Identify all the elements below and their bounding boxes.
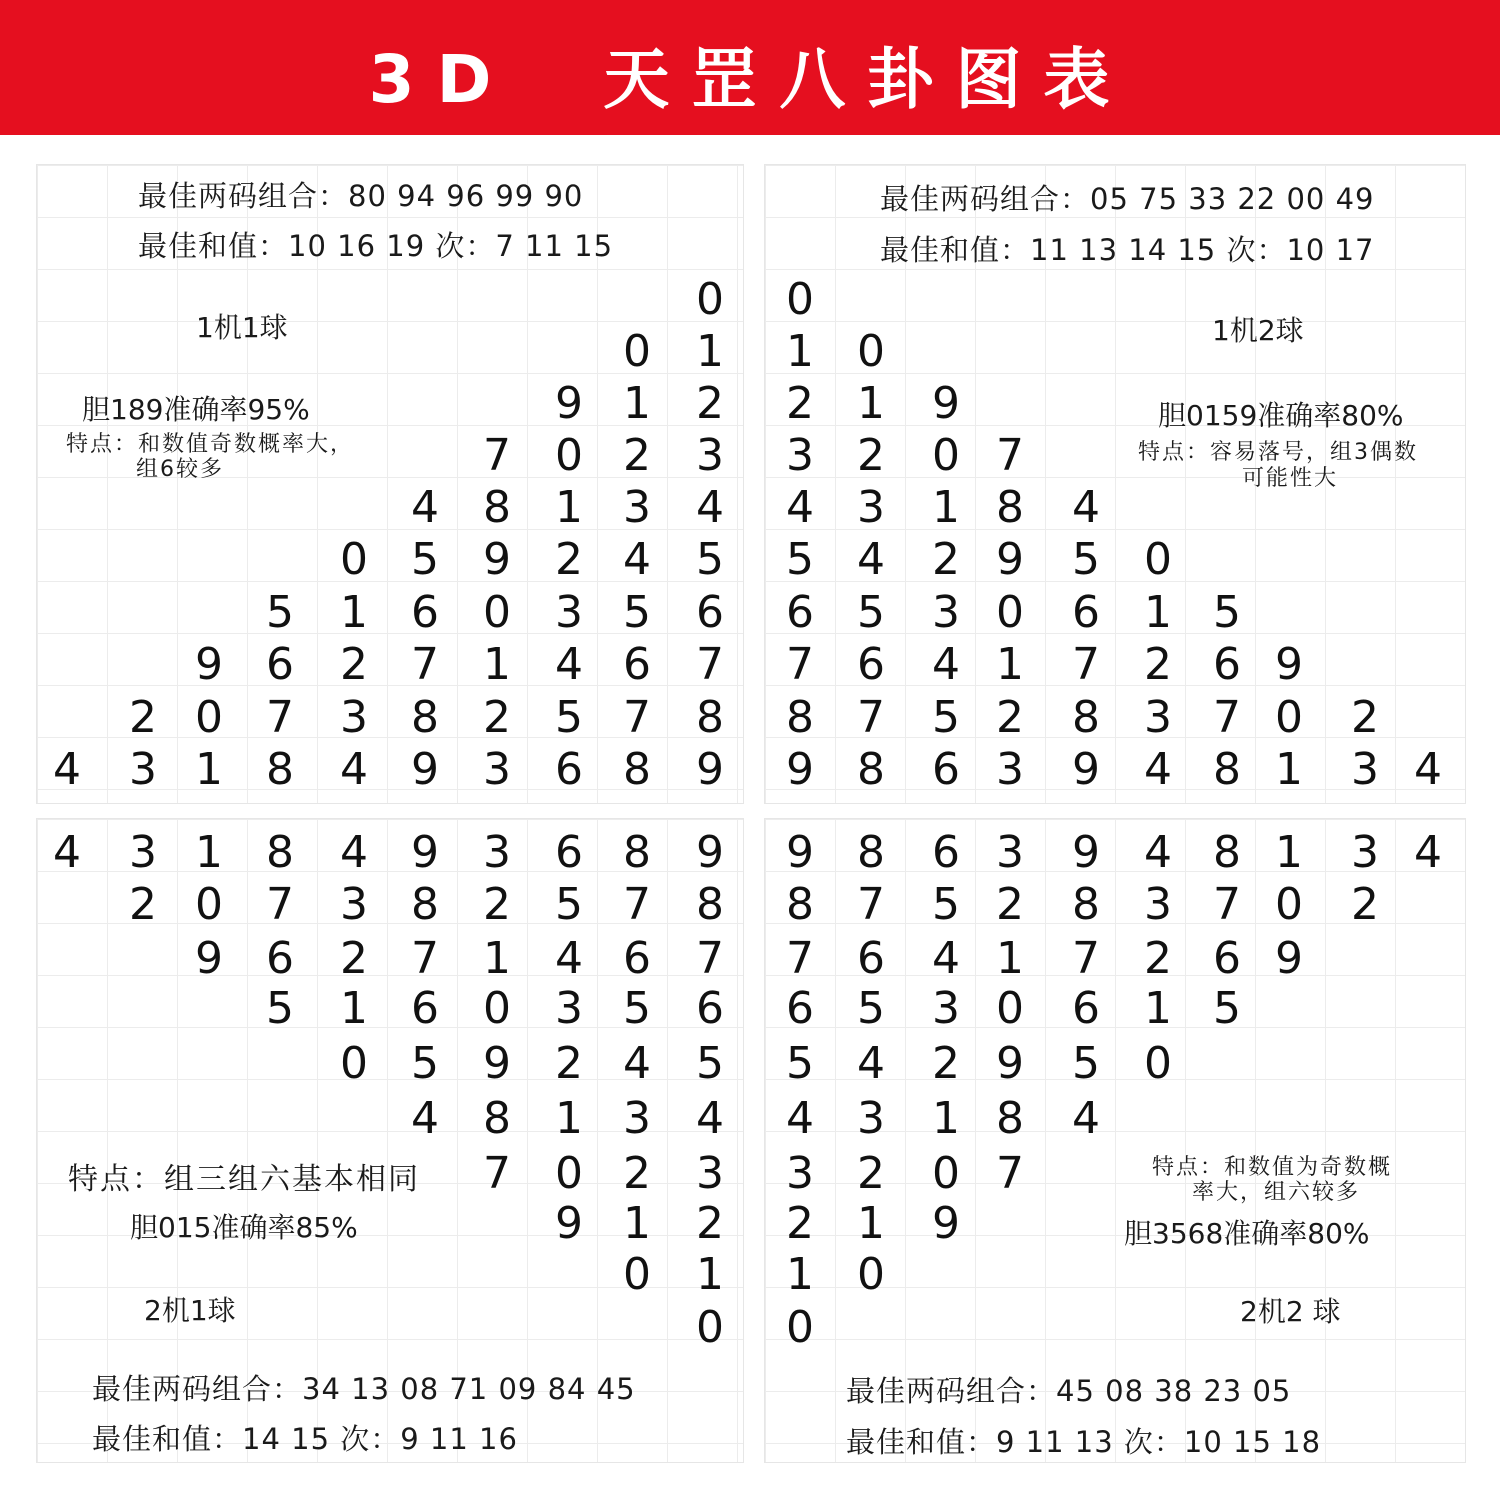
bl-digit-r2-c1: 6 (266, 933, 294, 984)
bl-digit-r2-c2: 2 (340, 933, 368, 984)
tr-digit-r7-c2: 4 (932, 639, 960, 690)
tl-digit-r4-c4: 4 (696, 482, 724, 533)
br-digit-r8-c0: 1 (786, 1249, 814, 1300)
br-digit-r4-c0: 5 (786, 1038, 814, 1089)
br-digit-r6-c2: 0 (932, 1148, 960, 1199)
br-digit-r5-c0: 4 (786, 1093, 814, 1144)
br-digit-r3-c6: 5 (1213, 983, 1241, 1034)
br-digit-r5-c2: 1 (932, 1093, 960, 1144)
br-digit-r7-c2: 9 (932, 1198, 960, 1249)
bl-digit-r4-c1: 5 (411, 1038, 439, 1089)
tl-digit-r4-c2: 1 (555, 482, 583, 533)
tr-digit-r3-c1: 2 (857, 430, 885, 481)
tr-best-combo: 最佳两码组合：05 75 33 22 00 49 (880, 182, 1375, 216)
tr-digit-r9-c1: 8 (857, 744, 885, 795)
tl-dan-accuracy: 胆189准确率95% (82, 393, 310, 426)
br-digit-r1-c4: 8 (1072, 879, 1100, 930)
tl-digit-r9-c5: 9 (411, 744, 439, 795)
tr-digit-r7-c3: 1 (996, 639, 1024, 690)
tr-digit-r9-c8: 3 (1351, 744, 1379, 795)
tr-digit-r2-c1: 1 (857, 378, 885, 429)
bl-digit-r0-c4: 4 (340, 827, 368, 878)
br-digit-r6-c3: 7 (996, 1148, 1024, 1199)
tl-digit-r8-c1: 0 (195, 692, 223, 743)
br-digit-r0-c5: 4 (1144, 827, 1172, 878)
bl-digit-r5-c2: 1 (555, 1093, 583, 1144)
tr-best-sum: 最佳和值：11 13 14 15 次：10 17 (880, 233, 1375, 267)
br-digit-r2-c1: 6 (857, 933, 885, 984)
tr-digit-r5-c3: 9 (996, 534, 1024, 585)
bl-digit-r7-c0: 9 (555, 1198, 583, 1249)
br-digit-r1-c3: 2 (996, 879, 1024, 930)
tr-digit-r6-c4: 6 (1072, 587, 1100, 638)
tr-digit-r9-c2: 6 (932, 744, 960, 795)
tl-digit-r9-c3: 8 (266, 744, 294, 795)
bl-digit-r6-c3: 3 (696, 1148, 724, 1199)
tr-digit-r4-c3: 8 (996, 482, 1024, 533)
br-digit-r5-c1: 3 (857, 1093, 885, 1144)
tr-digit-r8-c8: 2 (1351, 692, 1379, 743)
tl-digit-r2-c2: 2 (696, 378, 724, 429)
tl-digit-r7-c3: 7 (411, 639, 439, 690)
bl-digit-r9-c0: 0 (696, 1302, 724, 1353)
tl-digit-r4-c3: 3 (623, 482, 651, 533)
br-digit-r3-c2: 3 (932, 983, 960, 1034)
tr-digit-r5-c5: 0 (1144, 534, 1172, 585)
tl-digit-r6-c0: 5 (266, 587, 294, 638)
tr-digit-r7-c6: 6 (1213, 639, 1241, 690)
bl-digit-r0-c5: 9 (411, 827, 439, 878)
tl-digit-r6-c3: 0 (483, 587, 511, 638)
tl-digit-r7-c2: 2 (340, 639, 368, 690)
br-feature-line2: 率大，组六较多 (1192, 1180, 1361, 1205)
br-digit-r2-c2: 4 (932, 933, 960, 984)
bl-digit-r0-c9: 9 (696, 827, 724, 878)
tl-digit-r8-c5: 2 (483, 692, 511, 743)
tl-digit-r3-c2: 2 (623, 430, 651, 481)
bl-dan-accuracy: 胆015准确率85% (130, 1211, 358, 1244)
br-digit-r2-c6: 6 (1213, 933, 1241, 984)
bl-feature: 特点：组三组六基本相同 (68, 1162, 420, 1197)
tr-digit-r3-c0: 3 (786, 430, 814, 481)
br-digit-r7-c0: 2 (786, 1198, 814, 1249)
bl-digit-r1-c0: 2 (129, 879, 157, 930)
br-digit-r0-c4: 9 (1072, 827, 1100, 878)
tr-digit-r4-c4: 4 (1072, 482, 1100, 533)
br-digit-r1-c0: 8 (786, 879, 814, 930)
tl-digit-r1-c1: 1 (696, 326, 724, 377)
tl-digit-r6-c6: 6 (696, 587, 724, 638)
tl-digit-r5-c1: 5 (411, 534, 439, 585)
tr-digit-r7-c5: 2 (1144, 639, 1172, 690)
tl-digit-r5-c2: 9 (483, 534, 511, 585)
br-dan-accuracy: 胆3568准确率80% (1124, 1217, 1370, 1250)
br-digit-r3-c4: 6 (1072, 983, 1100, 1034)
tr-digit-r8-c1: 7 (857, 692, 885, 743)
bl-digit-r1-c4: 8 (411, 879, 439, 930)
tr-digit-r9-c9: 4 (1414, 744, 1442, 795)
tl-digit-r9-c1: 3 (129, 744, 157, 795)
br-digit-r0-c3: 3 (996, 827, 1024, 878)
br-digit-r2-c5: 2 (1144, 933, 1172, 984)
br-digit-r1-c6: 7 (1213, 879, 1241, 930)
bl-digit-r1-c1: 0 (195, 879, 223, 930)
bl-digit-r1-c2: 7 (266, 879, 294, 930)
tr-digit-r7-c7: 9 (1275, 639, 1303, 690)
bl-digit-r4-c2: 9 (483, 1038, 511, 1089)
bl-digit-r0-c7: 6 (555, 827, 583, 878)
tl-digit-r4-c0: 4 (411, 482, 439, 533)
tl-digit-r2-c0: 9 (555, 378, 583, 429)
tl-digit-r6-c2: 6 (411, 587, 439, 638)
tl-digit-r9-c0: 4 (53, 744, 81, 795)
tr-digit-r8-c0: 8 (786, 692, 814, 743)
br-machine-label: 2机2 球 (1240, 1295, 1341, 1328)
br-digit-r3-c1: 5 (857, 983, 885, 1034)
br-digit-r1-c7: 0 (1275, 879, 1303, 930)
br-feature-line1: 特点：和数值为奇数概 (1152, 1155, 1393, 1180)
tr-digit-r4-c0: 4 (786, 482, 814, 533)
bl-digit-r2-c6: 6 (623, 933, 651, 984)
br-digit-r0-c7: 1 (1275, 827, 1303, 878)
tr-digit-r4-c2: 1 (932, 482, 960, 533)
tr-digit-r8-c5: 3 (1144, 692, 1172, 743)
br-digit-r2-c3: 1 (996, 933, 1024, 984)
bl-digit-r7-c1: 1 (623, 1198, 651, 1249)
tr-digit-r6-c3: 0 (996, 587, 1024, 638)
br-digit-r0-c9: 4 (1414, 827, 1442, 878)
tr-digit-r5-c0: 5 (786, 534, 814, 585)
bl-machine-label: 2机1球 (144, 1294, 236, 1327)
tr-digit-r9-c6: 8 (1213, 744, 1241, 795)
bl-digit-r0-c2: 1 (195, 827, 223, 878)
tr-feature-line1: 特点：容易落号，组3偶数 (1138, 440, 1418, 465)
bl-digit-r2-c4: 1 (483, 933, 511, 984)
bl-digit-r2-c0: 9 (195, 933, 223, 984)
bl-digit-r0-c1: 3 (129, 827, 157, 878)
br-digit-r0-c6: 8 (1213, 827, 1241, 878)
tl-digit-r3-c3: 3 (696, 430, 724, 481)
tr-feature-line2: 可能性大 (1242, 466, 1339, 491)
tr-digit-r2-c0: 2 (786, 378, 814, 429)
tl-digit-r8-c2: 7 (266, 692, 294, 743)
tl-digit-r7-c7: 7 (696, 639, 724, 690)
br-digit-r8-c1: 0 (857, 1249, 885, 1300)
br-digit-r9-c0: 0 (786, 1302, 814, 1353)
bl-digit-r5-c1: 8 (483, 1093, 511, 1144)
bl-digit-r6-c2: 2 (623, 1148, 651, 1199)
tl-digit-r4-c1: 8 (483, 482, 511, 533)
tl-digit-r7-c6: 6 (623, 639, 651, 690)
br-digit-r4-c1: 4 (857, 1038, 885, 1089)
br-digit-r4-c4: 5 (1072, 1038, 1100, 1089)
tl-digit-r8-c7: 7 (623, 692, 651, 743)
tr-digit-r6-c5: 1 (1144, 587, 1172, 638)
br-best-sum: 最佳和值：9 11 13 次：10 15 18 (846, 1425, 1322, 1459)
tr-digit-r8-c6: 7 (1213, 692, 1241, 743)
tr-digit-r7-c0: 7 (786, 639, 814, 690)
bl-digit-r1-c7: 7 (623, 879, 651, 930)
br-digit-r1-c2: 5 (932, 879, 960, 930)
tl-digit-r8-c3: 3 (340, 692, 368, 743)
tl-digit-r7-c0: 9 (195, 639, 223, 690)
tr-digit-r8-c2: 5 (932, 692, 960, 743)
tl-digit-r8-c0: 2 (129, 692, 157, 743)
tl-digit-r9-c8: 8 (623, 744, 651, 795)
bl-digit-r5-c3: 3 (623, 1093, 651, 1144)
br-digit-r0-c2: 6 (932, 827, 960, 878)
br-digit-r4-c3: 9 (996, 1038, 1024, 1089)
br-digit-r3-c3: 0 (996, 983, 1024, 1034)
bl-digit-r8-c1: 1 (696, 1249, 724, 1300)
br-digit-r4-c2: 2 (932, 1038, 960, 1089)
tr-digit-r9-c7: 1 (1275, 744, 1303, 795)
tr-digit-r4-c1: 3 (857, 482, 885, 533)
tr-digit-r9-c5: 4 (1144, 744, 1172, 795)
bl-digit-r0-c3: 8 (266, 827, 294, 878)
tl-digit-r5-c3: 2 (555, 534, 583, 585)
bl-digit-r2-c3: 7 (411, 933, 439, 984)
bl-digit-r7-c2: 2 (696, 1198, 724, 1249)
tl-machine-label: 1机1球 (196, 311, 288, 344)
br-digit-r6-c1: 2 (857, 1148, 885, 1199)
tr-digit-r9-c0: 9 (786, 744, 814, 795)
tl-best-combo: 最佳两码组合：80 94 96 99 90 (138, 179, 584, 213)
tl-digit-r8-c4: 8 (411, 692, 439, 743)
tr-digit-r5-c2: 2 (932, 534, 960, 585)
tl-digit-r9-c6: 3 (483, 744, 511, 795)
bl-digit-r5-c0: 4 (411, 1093, 439, 1144)
br-digit-r0-c8: 3 (1351, 827, 1379, 878)
tr-digit-r6-c2: 3 (932, 587, 960, 638)
tl-feature-line1: 特点：和数值奇数概率大， (66, 432, 355, 457)
bl-digit-r2-c7: 7 (696, 933, 724, 984)
tl-digit-r7-c1: 6 (266, 639, 294, 690)
br-digit-r0-c0: 9 (786, 827, 814, 878)
br-digit-r1-c5: 3 (1144, 879, 1172, 930)
tl-digit-r1-c0: 0 (623, 326, 651, 377)
br-digit-r4-c5: 0 (1144, 1038, 1172, 1089)
tr-digit-r8-c3: 2 (996, 692, 1024, 743)
tr-digit-r7-c4: 7 (1072, 639, 1100, 690)
br-digit-r2-c7: 9 (1275, 933, 1303, 984)
tl-digit-r6-c4: 3 (555, 587, 583, 638)
tr-digit-r9-c3: 3 (996, 744, 1024, 795)
tr-digit-r3-c2: 0 (932, 430, 960, 481)
tl-digit-r0-c0: 0 (696, 274, 724, 325)
tl-best-sum: 最佳和值：10 16 19 次：7 11 15 (138, 229, 614, 263)
bl-digit-r1-c8: 8 (696, 879, 724, 930)
bl-digit-r6-c0: 7 (483, 1148, 511, 1199)
tl-digit-r5-c4: 4 (623, 534, 651, 585)
br-digit-r2-c0: 7 (786, 933, 814, 984)
br-digit-r1-c1: 7 (857, 879, 885, 930)
tl-digit-r2-c1: 1 (623, 378, 651, 429)
tl-feature-line2: 组6较多 (136, 457, 224, 482)
bl-digit-r1-c5: 2 (483, 879, 511, 930)
tr-digit-r1-c1: 0 (857, 326, 885, 377)
br-digit-r5-c4: 4 (1072, 1093, 1100, 1144)
bl-digit-r5-c4: 4 (696, 1093, 724, 1144)
tr-digit-r1-c0: 1 (786, 326, 814, 377)
tr-digit-r7-c1: 6 (857, 639, 885, 690)
tr-digit-r6-c0: 6 (786, 587, 814, 638)
tr-digit-r6-c6: 5 (1213, 587, 1241, 638)
bl-digit-r3-c6: 6 (696, 983, 724, 1034)
bl-digit-r0-c0: 4 (53, 827, 81, 878)
bl-digit-r4-c5: 5 (696, 1038, 724, 1089)
tl-digit-r9-c4: 4 (340, 744, 368, 795)
br-digit-r0-c1: 8 (857, 827, 885, 878)
tl-digit-r6-c1: 1 (340, 587, 368, 638)
br-digit-r2-c4: 7 (1072, 933, 1100, 984)
bl-digit-r0-c6: 3 (483, 827, 511, 878)
bl-digit-r4-c3: 2 (555, 1038, 583, 1089)
br-digit-r6-c0: 3 (786, 1148, 814, 1199)
br-digit-r3-c0: 6 (786, 983, 814, 1034)
tl-digit-r5-c5: 5 (696, 534, 724, 585)
bl-digit-r3-c5: 5 (623, 983, 651, 1034)
tl-digit-r7-c4: 1 (483, 639, 511, 690)
tr-digit-r6-c1: 5 (857, 587, 885, 638)
tr-digit-r2-c2: 9 (932, 378, 960, 429)
tl-digit-r8-c6: 5 (555, 692, 583, 743)
tr-digit-r0-c0: 0 (786, 274, 814, 325)
tl-digit-r9-c2: 1 (195, 744, 223, 795)
page-title: 3D 天罡八卦图表 (368, 41, 1132, 118)
header-bar (0, 0, 1500, 135)
tl-digit-r3-c1: 0 (555, 430, 583, 481)
tl-digit-r3-c0: 7 (483, 430, 511, 481)
tl-digit-r6-c5: 5 (623, 587, 651, 638)
br-digit-r3-c5: 1 (1144, 983, 1172, 1034)
tr-digit-r8-c7: 0 (1275, 692, 1303, 743)
bl-digit-r3-c4: 3 (555, 983, 583, 1034)
tr-digit-r9-c4: 9 (1072, 744, 1100, 795)
tr-digit-r5-c4: 5 (1072, 534, 1100, 585)
tr-digit-r8-c4: 8 (1072, 692, 1100, 743)
tr-machine-label: 1机2球 (1212, 314, 1304, 347)
br-digit-r1-c8: 2 (1351, 879, 1379, 930)
tl-digit-r9-c9: 9 (696, 744, 724, 795)
bl-best-sum: 最佳和值：14 15 次：9 11 16 (92, 1422, 518, 1456)
br-digit-r7-c1: 1 (857, 1198, 885, 1249)
bl-digit-r0-c8: 8 (623, 827, 651, 878)
tr-dan-accuracy: 胆0159准确率80% (1158, 399, 1404, 432)
br-best-combo: 最佳两码组合：45 08 38 23 05 (846, 1374, 1292, 1408)
tr-digit-r5-c1: 4 (857, 534, 885, 585)
tl-digit-r7-c5: 4 (555, 639, 583, 690)
bl-digit-r4-c0: 0 (340, 1038, 368, 1089)
bl-digit-r1-c6: 5 (555, 879, 583, 930)
bl-digit-r3-c0: 5 (266, 983, 294, 1034)
panel-machine2-ball2 (764, 818, 1466, 1463)
tl-digit-r8-c8: 8 (696, 692, 724, 743)
tr-digit-r3-c3: 7 (996, 430, 1024, 481)
bl-digit-r1-c3: 3 (340, 879, 368, 930)
bl-digit-r4-c4: 4 (623, 1038, 651, 1089)
bl-digit-r3-c2: 6 (411, 983, 439, 1034)
bl-digit-r8-c0: 0 (623, 1249, 651, 1300)
bl-digit-r3-c3: 0 (483, 983, 511, 1034)
bl-best-combo: 最佳两码组合：34 13 08 71 09 84 45 (92, 1372, 636, 1406)
bl-digit-r2-c5: 4 (555, 933, 583, 984)
bl-digit-r3-c1: 1 (340, 983, 368, 1034)
tl-digit-r9-c7: 6 (555, 744, 583, 795)
tl-digit-r5-c0: 0 (340, 534, 368, 585)
br-digit-r5-c3: 8 (996, 1093, 1024, 1144)
bl-digit-r6-c1: 0 (555, 1148, 583, 1199)
